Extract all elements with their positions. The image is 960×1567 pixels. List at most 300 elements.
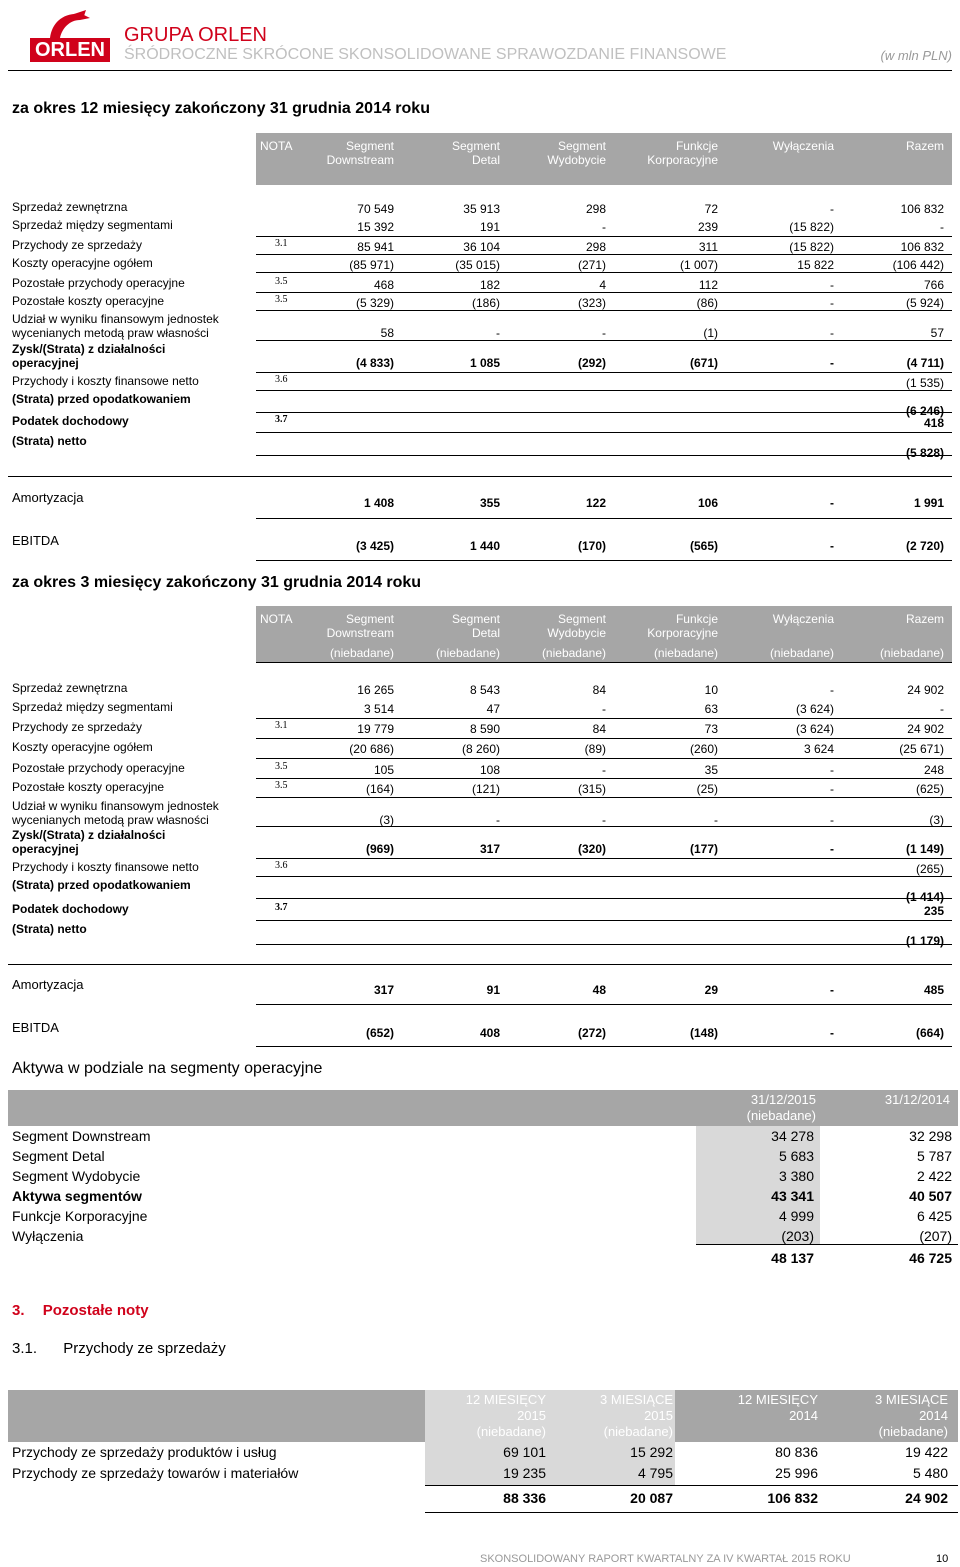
cell-value: 19 235 [503, 1465, 546, 1481]
row-nota: 3.1 [275, 720, 288, 731]
separator-line [256, 236, 952, 237]
row-label: Przychody i koszty finansowe netto [12, 374, 199, 388]
cell-value: (1 149) [905, 842, 944, 856]
row-label: Pozostałe przychody operacyjne [12, 761, 185, 775]
cell-value: (170) [577, 539, 606, 553]
assets-title: Aktywa w podziale na segmenty operacyjne [12, 1060, 323, 1077]
table-row [12, 1186, 952, 1206]
table-row [12, 1465, 952, 1485]
col-unaudited-2: (niebadane) [435, 646, 500, 660]
cell-value: 47 [486, 702, 500, 716]
segment-header-band-3m [256, 606, 952, 662]
row-label: Przychody ze sprzedaży produktów i usług [12, 1444, 277, 1460]
cell-value: 106 832 [900, 202, 944, 216]
row-label: Sprzedaż zewnętrzna [12, 681, 128, 695]
note-3-title: Pozostałe noty [42, 1302, 149, 1319]
col-header-5: Wyłączenia [772, 612, 834, 626]
col-header-3-sub: Wydobycie [547, 626, 606, 640]
cell-value: 48 [592, 983, 606, 997]
cell-value: - [496, 813, 500, 827]
nota-header: NOTA [260, 612, 293, 626]
separator-line [256, 738, 952, 739]
cell-value: (565) [689, 539, 718, 553]
row-label-line2: operacyjnej [12, 356, 79, 370]
cell-value: - [602, 702, 606, 716]
cell-value: (4 711) [906, 356, 944, 370]
table-row [12, 342, 952, 372]
row-label: Segment Downstream [12, 1128, 151, 1144]
cell-value: - [602, 326, 606, 340]
cell-value: (177) [689, 842, 718, 856]
section-title-12m: za okres 12 miesięcy zakończony 31 grudnia 2014 roku [12, 100, 430, 117]
table-row [12, 200, 952, 216]
col-header-1: Segment [345, 139, 394, 153]
cell-value: 63 [704, 702, 718, 716]
separator-line [256, 920, 952, 921]
cell-value: 1 408 [363, 496, 394, 510]
separator-line [256, 1046, 952, 1047]
row-nota: 3.7 [275, 902, 288, 913]
table-row [12, 922, 952, 948]
table-row [12, 256, 952, 272]
row-label: Amortyzacja [12, 977, 84, 992]
cell-value: (148) [689, 1026, 718, 1040]
cell-value: (1 007) [679, 258, 718, 272]
cell-value: 91 [486, 983, 500, 997]
separator-line [256, 718, 952, 719]
header-line-2: 2015 [517, 1408, 546, 1423]
cell-value: 468 [373, 278, 394, 292]
note-31-heading [12, 1340, 226, 1357]
row-nota: 3.6 [275, 860, 288, 871]
value-2015: (203) [781, 1228, 814, 1244]
cell-value: (271) [577, 258, 606, 272]
col-header-2: Segment [451, 612, 500, 626]
total-value: 106 832 [767, 1490, 818, 1506]
col-header-4-sub: Korporacyjne [647, 626, 718, 640]
row-label: Aktywa segmentów [12, 1188, 142, 1204]
col-header-2-sub: Detal [471, 153, 500, 167]
header-line-1: 12 MIESIĘCY [465, 1392, 546, 1407]
cell-value: (25) [696, 782, 718, 796]
header-line-1: 3 MIESIĄCE [600, 1392, 673, 1407]
cell-value: (320) [577, 842, 606, 856]
row-label: Amortyzacja [12, 490, 84, 505]
assets-col2-date: 31/12/2014 [884, 1092, 950, 1107]
table-row [12, 1126, 952, 1146]
value-2015: 43 341 [771, 1188, 814, 1204]
cell-value: - [830, 983, 834, 997]
row-label: Zysk/(Strata) z działalności [12, 342, 166, 356]
cell-value: 8 590 [469, 722, 500, 736]
cell-value: (121) [471, 782, 500, 796]
table-row [12, 218, 952, 234]
total-value: 88 336 [503, 1490, 546, 1506]
cell-value: 408 [479, 1026, 500, 1040]
cell-value: 317 [479, 842, 500, 856]
row-label: Koszty operacyjne ogółem [12, 256, 153, 270]
cell-value: 35 [704, 763, 718, 777]
cell-value: 80 836 [775, 1444, 818, 1460]
cell-value: 70 549 [357, 202, 394, 216]
separator-line [256, 372, 952, 373]
separator-line [256, 560, 952, 561]
cell-value: 485 [923, 983, 944, 997]
value-2015: 3 380 [778, 1168, 814, 1184]
cell-value: (652) [365, 1026, 394, 1040]
row-label: Pozostałe koszty operacyjne [12, 294, 165, 308]
row-label-line2: wycenianych metodą praw własności [12, 813, 209, 827]
table-row [12, 828, 952, 858]
col-header-4: Funkcje [675, 612, 718, 626]
total-value: (265) [915, 862, 944, 876]
cell-value: 3 514 [363, 702, 394, 716]
cell-value: (2 720) [905, 539, 944, 553]
row-label: Pozostałe przychody operacyjne [12, 276, 185, 290]
cell-value: (3 425) [355, 539, 394, 553]
cell-value: 73 [704, 722, 718, 736]
cell-value: 239 [697, 220, 718, 234]
header-line-2: 2014 [789, 1408, 818, 1423]
cell-value: - [830, 782, 834, 796]
separator-line [256, 390, 952, 391]
header-line-2: 2014 [919, 1408, 948, 1423]
report-subtitle: ŚRÓDROCZNE SKRÓCONE SKONSOLIDOWANE SPRAWOZDANIE FINANSOWE [124, 46, 727, 63]
section-title-3m: za okres 3 miesięcy zakończony 31 grudnia 2014 roku [12, 574, 422, 591]
cell-value: 8 543 [469, 683, 500, 697]
separator-line [696, 1244, 958, 1245]
cell-value: - [830, 496, 834, 510]
value-2014: 32 298 [909, 1128, 952, 1144]
row-label: (Strata) przed opodatkowaniem [12, 878, 191, 892]
cell-value: - [940, 220, 944, 234]
row-label: (Strata) netto [12, 434, 87, 448]
cell-value: (315) [577, 782, 606, 796]
revenue-col-header-4 [818, 1392, 948, 1440]
cell-value: (625) [915, 782, 944, 796]
row-label: Przychody ze sprzedaży [12, 238, 143, 252]
cell-value: 10 [704, 683, 718, 697]
table-row [12, 681, 952, 697]
revenue-col-header-3 [688, 1392, 818, 1424]
row-label: Podatek dochodowy [12, 414, 129, 428]
total-value: (1 535) [905, 376, 944, 390]
row-nota: 3.7 [275, 414, 288, 425]
cell-value: 122 [585, 496, 606, 510]
logo-wordmark: ORLEN [30, 38, 110, 62]
cell-value: 57 [930, 326, 944, 340]
cell-value: (260) [689, 742, 718, 756]
assets-header-band [8, 1090, 958, 1126]
cell-value: 182 [479, 278, 500, 292]
cell-value: (25 671) [899, 742, 944, 756]
cell-value: 19 779 [357, 722, 394, 736]
cell-value: 3 624 [803, 742, 834, 756]
col-unaudited-5: (niebadane) [769, 646, 834, 660]
total-2015: 48 137 [771, 1250, 814, 1266]
cell-value: 191 [479, 220, 500, 234]
separator-line [425, 1512, 958, 1513]
header-line-3: (niebadane) [603, 1424, 673, 1439]
separator-line [256, 254, 952, 255]
cell-value: (3 624) [795, 722, 834, 736]
cell-value: 1 440 [469, 539, 500, 553]
table-row [12, 878, 952, 904]
value-2014: 2 422 [916, 1168, 952, 1184]
table-row [12, 312, 952, 342]
cell-value: - [602, 763, 606, 777]
cell-value: 4 795 [637, 1465, 673, 1481]
cell-value: (86) [696, 296, 718, 310]
cell-value: 112 [698, 278, 718, 292]
cell-value: 85 941 [357, 240, 394, 254]
cell-value: 298 [585, 202, 606, 216]
cell-value: (85 971) [349, 258, 394, 272]
separator-line [256, 455, 952, 456]
row-nota: 3.6 [275, 374, 288, 385]
cell-value: 106 832 [900, 240, 944, 254]
assets-col1-date: 31/12/2015 [750, 1092, 816, 1107]
cell-value: (106 442) [892, 258, 944, 272]
cell-value: (5 924) [905, 296, 944, 310]
row-nota: 3.1 [275, 238, 288, 249]
col-unaudited-1: (niebadane) [329, 646, 394, 660]
cell-value: - [830, 813, 834, 827]
cell-value: (89) [584, 742, 606, 756]
cell-value: - [714, 813, 718, 827]
cell-value: - [830, 278, 834, 292]
row-label: Pozostałe koszty operacyjne [12, 780, 165, 794]
col-header-2: Segment [451, 139, 500, 153]
value-2015: 34 278 [771, 1128, 814, 1144]
cell-value: 766 [923, 278, 944, 292]
col-header-1-sub: Downstream [326, 626, 394, 640]
table-row [12, 1146, 952, 1166]
cell-value: 4 [599, 278, 606, 292]
total-value: (6 246) [905, 404, 944, 418]
value-2015: 4 999 [778, 1208, 814, 1224]
row-label: Przychody ze sprzedaży [12, 720, 143, 734]
total-value: (5 828) [905, 446, 944, 460]
total-value: 24 902 [905, 1490, 948, 1506]
separator-line [256, 778, 952, 779]
col-header-1: Segment [345, 612, 394, 626]
cell-value: - [830, 326, 834, 340]
cell-value: 36 104 [463, 240, 500, 254]
cell-value: (15 822) [789, 220, 834, 234]
note-3-number: 3. [12, 1302, 25, 1319]
cell-value: 1 991 [913, 496, 944, 510]
cell-value: 16 265 [357, 683, 394, 697]
row-label: Udział w wyniku finansowym jednostek [12, 799, 219, 813]
cell-value: 355 [479, 496, 500, 510]
row-nota: 3.5 [275, 780, 288, 791]
col-header-3: Segment [557, 139, 606, 153]
cell-value: - [830, 539, 834, 553]
row-label: (Strata) przed opodatkowaniem [12, 392, 191, 406]
col-header-1-sub: Downstream [326, 153, 394, 167]
cell-value: 58 [380, 326, 394, 340]
note-31-number: 3.1. [12, 1340, 38, 1357]
value-2014: 6 425 [916, 1208, 952, 1224]
cell-value: - [830, 683, 834, 697]
cell-value: - [830, 202, 834, 216]
cell-value: (1) [703, 326, 718, 340]
table-row [12, 740, 952, 756]
cell-value: - [602, 813, 606, 827]
col-unaudited-4: (niebadane) [653, 646, 718, 660]
row-label: Udział w wyniku finansowym jednostek [12, 312, 219, 326]
row-nota: 3.5 [275, 276, 288, 287]
nota-header: NOTA [260, 139, 293, 153]
col-header-3-sub: Wydobycie [547, 153, 606, 167]
cell-value: (15 822) [789, 240, 834, 254]
table-row [12, 238, 952, 254]
header-line-1: 3 MIESIĄCE [875, 1392, 948, 1407]
cell-value: - [496, 326, 500, 340]
row-nota: 3.5 [275, 761, 288, 772]
table-row [12, 434, 952, 460]
company-name: GRUPA ORLEN [124, 24, 267, 46]
cell-value: 84 [592, 683, 606, 697]
unit-label: (w mln PLN) [880, 48, 952, 63]
row-label: Segment Wydobycie [12, 1168, 141, 1184]
cell-value: 298 [585, 240, 606, 254]
amortization-row [12, 490, 952, 510]
revenue-col-header-2 [543, 1392, 673, 1440]
separator-line [256, 1004, 952, 1005]
cell-value: (5 329) [355, 296, 394, 310]
cell-value: 25 996 [775, 1465, 818, 1481]
eagle-icon [30, 8, 110, 40]
table-row [12, 720, 952, 736]
cell-value: (4 833) [355, 356, 394, 370]
cell-value: (671) [689, 356, 718, 370]
cell-value: - [940, 702, 944, 716]
cell-value: 108 [479, 763, 500, 777]
row-label: Przychody i koszty finansowe netto [12, 860, 199, 874]
separator-line [256, 310, 952, 311]
cell-value: (969) [365, 842, 394, 856]
value-2014: 40 507 [909, 1188, 952, 1204]
separator-line [8, 476, 952, 477]
page-header [0, 0, 960, 70]
separator-line [256, 858, 952, 859]
col-header-5: Wyłączenia [772, 139, 834, 153]
row-label: Sprzedaż między segmentami [12, 218, 173, 232]
cell-value: (664) [915, 1026, 944, 1040]
col-header-4: Funkcje [675, 139, 718, 153]
separator-line [256, 432, 952, 433]
total-value: 20 087 [630, 1490, 673, 1506]
cell-value: - [830, 842, 834, 856]
table-row [12, 392, 952, 418]
row-label-line2: wycenianych metodą praw własności [12, 326, 209, 340]
cell-value: - [830, 296, 834, 310]
separator-line [256, 944, 952, 945]
table-row [12, 276, 952, 292]
col-unaudited-6: (niebadane) [879, 646, 944, 660]
cell-value: - [830, 356, 834, 370]
report-footer: SKONSOLIDOWANY RAPORT KWARTALNY ZA IV KWARTAŁ 2015 ROKU [480, 1553, 851, 1565]
table-row [12, 799, 952, 829]
row-label: Koszty operacyjne ogółem [12, 740, 153, 754]
separator-line [256, 412, 952, 413]
row-label: EBITDA [12, 1020, 59, 1035]
col-header-6: Razem [905, 612, 944, 626]
cell-value: (292) [577, 356, 606, 370]
row-label: Podatek dochodowy [12, 902, 129, 916]
table-row [12, 860, 952, 876]
table-row [12, 1444, 952, 1464]
table-row [12, 1166, 952, 1186]
table-row [12, 780, 952, 796]
cell-value: 72 [704, 202, 718, 216]
cell-value: 1 085 [469, 356, 500, 370]
cell-value: 84 [592, 722, 606, 736]
cell-value: 15 292 [630, 1444, 673, 1460]
header-line-2: 2015 [644, 1408, 673, 1423]
table-row [12, 414, 952, 430]
ebitda-row [12, 1020, 952, 1040]
table-row [12, 761, 952, 777]
separator-line [256, 292, 952, 293]
value-2014: 5 787 [916, 1148, 952, 1164]
row-label: Zysk/(Strata) z działalności [12, 828, 166, 842]
note-31-title: Przychody ze sprzedaży [63, 1340, 226, 1357]
cell-value: - [830, 763, 834, 777]
table-row [12, 1206, 952, 1226]
cell-value: (20 686) [349, 742, 394, 756]
row-label: Funkcje Korporacyjne [12, 1208, 148, 1224]
total-value: 235 [923, 904, 944, 918]
separator-line [8, 964, 952, 965]
header-line-3: (niebadane) [878, 1424, 948, 1439]
separator-line [256, 272, 952, 273]
row-label: Przychody ze sprzedaży towarów i materiałów [12, 1465, 299, 1481]
total-value: (1 179) [905, 934, 944, 948]
separator-line [256, 758, 952, 759]
cell-value: 69 101 [503, 1444, 546, 1460]
separator-line [256, 898, 952, 899]
cell-value: (186) [471, 296, 500, 310]
total-value: 418 [923, 416, 944, 430]
row-nota: 3.5 [275, 294, 288, 305]
revenue-total-row [12, 1490, 952, 1510]
cell-value: - [830, 1026, 834, 1040]
table-row [12, 902, 952, 918]
cell-value: 19 422 [905, 1444, 948, 1460]
header-line-3: (niebadane) [476, 1424, 546, 1439]
amortization-row [12, 977, 952, 997]
cell-value: 105 [373, 763, 394, 777]
cell-value: (35 015) [455, 258, 500, 272]
separator-line [256, 797, 952, 798]
cell-value: 248 [923, 763, 944, 777]
orlen-logo [30, 8, 110, 64]
cell-value: (323) [577, 296, 606, 310]
row-label: EBITDA [12, 533, 59, 548]
segment-header-band [256, 133, 952, 185]
separator-line [256, 826, 952, 827]
value-2014: (207) [919, 1228, 952, 1244]
separator-line [256, 340, 952, 341]
cell-value: 15 822 [797, 258, 834, 272]
row-label: Sprzedaż zewnętrzna [12, 200, 128, 214]
revenue-col-header-1 [416, 1392, 546, 1440]
cell-value: (3 624) [795, 702, 834, 716]
table-row [12, 294, 952, 310]
